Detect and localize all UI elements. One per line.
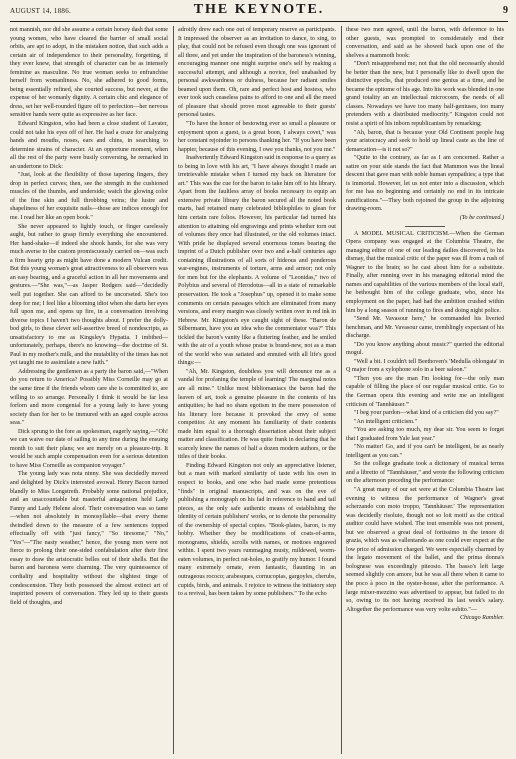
column-divider [173, 26, 174, 754]
paragraph: She never appeared to lightly touch, or finger carelessly aught, but rather to grasp firmly everything she encountered. Her hand-shake—if indeed she shook hands, for she was very much averse to the custom promiscuously carried on—was such a firm hearty grip as might have done a modern Vulcan credit. But this young woman's great attractiveness to all observers was an easy bearing, and a graceful action in all her movements and gestures.—"She was,"—as Jasper Rodgers said—"decidedly well put together. She can afford to be uncorseted. She's too deep for me; I feel like a blooming idiot when she darts her eyes full upon me, and opens up fire, in a conversation involving diverse topics I haven't two thoughts about. I prefer the dolly-bod girls, to these clever self-assertive breed of nondescripts, as unsatisfactory to me as Kingsley's Hypatia. I imbibed—unfortunately, perhaps, there's no knowing—the doctrine of St. Paul in my mother's milk, and the mutability of the times has not yet taught me to assimilate a new faith." [10, 223, 168, 367]
paragraph: "Ah, baron, that is because your Old Continent people hug your aristocracy and seek to hold up lineal caste as the line of demarcation—is it not so?" [346, 129, 504, 153]
masthead [10, 2, 508, 20]
column-1 [10, 26, 168, 754]
column-3 [346, 26, 504, 754]
article-paragraph: "Then you are the man I'm looking for—the only man capable of filling the place of our regular musical critic. Go to the German opera this evening and write me an intelligent criticism of 'Tannhäuser.'" [346, 375, 504, 408]
page-number: 9 [503, 5, 508, 16]
column-divider [341, 26, 342, 754]
article-paragraph: "An intelligent criticism." [354, 418, 418, 425]
issue-date: AUGUST 14, 1886. [10, 7, 72, 15]
to-be-continued: (To be continued.) [459, 215, 504, 222]
article-paragraph: So the college graduate took a dictionary of musical terms and a libretto of "Tannhäuser," and wrote the following criticism on the afternoon preceding the performance: [346, 461, 504, 485]
paragraph: adroitly drew each one out of temporary reserve as participants. It impressed the observer as an invitation to dance, to sing, to play, that could not be refused even though one was ignorant of all three, and yet under the inspiration of the baroness's winning, encouraging manner one might surprise one's self by making a successful attempt, and although a novice, feel unabashed by personal awkwardness or dulness, because her radiant smiles beamed upon them. Oh, rare and perfect host and hostess, who ever took such ceaseless pains to afford to one and all the meed of pleasure that should prove most agreeable to their guests' personal tastes. [178, 27, 336, 119]
paragraph: Addressing the gentlemen as a party the baron said,—"When do you return to America? Possibly Miss Corneille may go at the same time if the friends whom care she is committed to, are willing to so arrange. Personally I think it would be far less forlorn and more congenial for a young lady to have young society than for her to be immured with an aged couple across seas." [10, 368, 168, 427]
article-paragraph: "No matter! Go, and if you can't be intelligent, be as nearly intelligent as you can." [346, 444, 504, 459]
paragraph: Edward Kingston, who had been a close student of Lavater, could not take his eyes off of her. He had a craze for analyzing hands and mouths, noses, ears and chins, in searching to determine strains of character. At an opportune moment, when all the rest of the party were busily conversing, he remarked in an undertone to Dick: [10, 121, 168, 170]
masthead-rule [10, 21, 508, 22]
paragraph: "Quite to the contrary, as far as I am concerned. Rather a satire on your side stands the fact that Mammon was the lineal descent that gave man with noble human sympathies; a type that is immortal. However, let us not enter into a discussion, which for me has no beginning and certainly no end in its intricate ramifications."—They both rejoined the group in the adjoining drawing-room. [346, 155, 504, 213]
newspaper-title: THE KEYNOTE. [193, 2, 325, 17]
article-paragraph: "You are asking too much, my dear sir. You seem to forget that I graduated from Yale last year." [346, 427, 504, 442]
article-paragraph: A MODEL MUSICAL CRITICISM.—When the German Opera company was engaged at the Columbia Theatre, the managing editor of one of our leading dailies discovered, to his dismay, that the musical critic of the paper was ill from a rush of Wagner to the brain; so he cast about him for a substitute. Finally, after running over in his managing editorial mind the names and capabilities of the various members of the local staff, he bethought him of the college graduate, who, since his employment on the paper, had had the ambition crushed within him by a long season of running to fires and doing night police. [346, 230, 504, 314]
article-paragraph: "Do you know anything about music?" queried the editorial mogul. [346, 341, 504, 357]
paragraph: these two men agreed, until the baron, with deference to his other guests, was prompted to considerately end their conversation, and said as he showed back upon one of the shelves a mammoth book: [346, 27, 504, 59]
paragraph: not mannish, nor did she assume a certain horsey dash that some young women, who have cleared the barrier of small social orbits, are apt to adopt, in the mistaken notion, that such adds a certain air of independence to their personality, forgetting, if they ever knew, that strength of character can be as intensely feminine as masculine. No true woman seeks to enfranchise herself from womanliness. No, she adhered to good forms, being essentially refined, she courted success, but never, at the expense of her womanly dignity. A certain chic and elegance of dress, set her well-rounded figure off to perfection—her nervous sensitive hands were quite as expressive as her face. [10, 27, 168, 119]
section-divider [405, 226, 445, 227]
paragraph: "Don't misapprehend me; not that the old necessarily should be better than the new, but I personally like to dwell upon the distinctive epochs, that produced one genius at a time, and he became the epitome of his age. Into his work was blended in one grand totality an an intellectual microcosm, the needs of all classes. Nowadays we have too many half-geniuses, too many pretenders with a distributed mediocrity." Kingston could not resist a spirit of his inborn republicanism by remarking; [346, 61, 504, 128]
article-paragraph: "A great many of our set were at the Columbia Theatre last evening to witness the performance of Wagner's great scherzando con moto troppo, 'Tannhäuser.' The representation was decidedly risoluto, though not so loit motif as the critical auditor could have wished. The tout ensemble was not present, but we observed a great deal of fortissimo in the tenore di grazia, which was as vallentando as one could ever expect at the low price of admission charged. We were especially charmed by the legato movement of the ballet, and the prima donna's bolognese was exceedingly piteosio. The basso's left large seemed slightly con amore, but he was all there when it came to the poco à poco in the oyster-house, after the performance. A large mixer-mezzino was advertised to appear, but failed to do so, owing to its not having received its last week's salary. Altogether the performance was very volte subito."— [346, 486, 504, 613]
paragraph: "Ah, Mr. Kingston, doubtless you will denounce me as a vandal for profaning the temple of learning! The marginal notes are all mine." Unlike most bibliomaniacs the baron had the leaven of art, took a genuine pleasure in the contents of his antiquities; he had no sham egotism in the mere possession of his literary lore because it provoked the envy of some competitor. At any moment his familiarity of their contents made him equal to a thorough dissertation about their subject matter and classification. He was quite frank in declaring that he scarcely knew the names of half a dozen modern authors, or the titles of their books. [178, 368, 336, 461]
paragraph: Inadvertently Edward Kingston said in response to a query as to being in love with his art, "I have always thought I made an irretrievable mistake when I turned my back on literature for art." This was the cue for the baron to take him off to his library. Apart from the faultless array of books necessary to equip an extensive private library the baron secured all the noted book marts, had retained many celebrated bibliophiles to glean for him certain rare folios. However, his particular fad turned his attention to attaining old engravings and prints whether torn out of volumes they once had illustrated, or the old volumes intact. With pride he displayed several enormous tomes bearing the imprint of a Dutch publisher over two and a-half centuries ago containing illustrations of all sorts of hideous and ponderous war-engines, instruments of torture, arms and armor; not only for men but for the elephants. A volume of "Leonidas," two of Polybius and several of Herodotus—all in a state of remarkable preservation. He took a "Josephus" up, opened it to make some comments on certain passages which are eliminated from many versions, and every margin was closely written over in red ink in Hebrew. Mr. Kingston's eye caught sight of these. "Baron de Silbermann, have you an idea who the commentator was?" This tickled the baron's vanity like a fluttering feather, and he smiled with the air of a youth whose praise is brand-new, not as a man of the world who was satiated and ennuied with all life's good things:— [178, 155, 336, 367]
article-paragraph: "Send Mr. Vavasour here," he commanded his liveried henchman, and Mr. Vavasour came, tremblingly expectant of his discharge. [346, 316, 504, 340]
paragraph: The young lady was nota ninny. She was decidedly moved and delighted by Dick's interested avowal. Henry Bacon turned blandly to Miss Longstreth. Probably some national prejudice, and an unaccountable but masterful antagonism held Lady Fanny and Lady Helene aloof. Their conversation was so tame—when not absolutely in monosyllable—that every theme dwindled down to the measure of a few sentences topped effectually off with "just fancy," "So tiresome," "No," "Yes"—"The nasty weather," hence, the young men were not fierce to prolong their one-sided confabulation after their first essay to draw the aristocratic belles out of their shells. But the baron and baroness were charming. The very quintessence of cordiality and hospitality without the slightest tinge of condescension. They both possessed the almost extinct art of inspirited powers of conversation. They led up to their guests field of thoughts, and [10, 471, 168, 606]
paragraph: "To have the honor of bestowing ever so small a pleasure or enjoyment upon a guest, is a great boon, I always covet," was her constant rejoinder to persons thanking her. "If you have been happier, because of this evening, I owe you thanks, not you me." [178, 121, 336, 153]
column-2 [178, 26, 336, 754]
article-paragraph: "I beg your pardon—what kind of a criticism did you say?" [354, 410, 499, 417]
paragraph: Dick sprung to the fore as spokesman, eagerly saying,—"Oh! we can waive our date of sailing to any time during the ensuing month to suit their plans; we are merely on a pleasure-trip. It would be such ample compensation even for a serious detention to have Miss Corneille as companion voyager." [10, 428, 168, 469]
article-paragraph: "Well a bit. I couldn't tell Beethoven's 'Medulla oblongata' in Q major from a xylophone solo in a beer saloon." [346, 358, 504, 374]
paragraph: "Just, look at the flexibility of those tapering fingers, they drop in perfect curves; then, see the strength in the cushioned muscles of the thumbs, and underside; watch the glowing color of the fine skin and full throbbing veins; the lustre and shapeliness of her exquisite nails—those are indices enough for me. I read her like an open book." [10, 172, 168, 222]
paragraph: Finding Edward Kingston not only an appreciative listener, but a man with marked similarity of taste with his own in respect to books, and one who had made some pretentious "finds" in original manuscripts, and was on the eve of publishing a monograph on his fad in reference to hand and tail pieces, as the only safe authentic means of establishing the identity of certain publishers' works, or to denote the personality of the ownership of special copies. "Book-plates, baron, is my hobby. Whether they be modifications of coats-of-arms, monograms, shields, scrolls with names, or mottoes engraved within. I spent two years rummaging musty, mildewed, worm-eaten volumes, in perfect rat-holes, to gratify my humor. I found many extremely ornate, even fantastic, flaunting in an outrageous rococo; arabesques, cornucopias, gargoyles, cherubs, cupids, birds, and animals. I rejoice to witness the initiatory step to a revival, has been taken by some publishers." To the echo [178, 462, 336, 598]
signature: Chicago Rambler. [459, 615, 504, 622]
